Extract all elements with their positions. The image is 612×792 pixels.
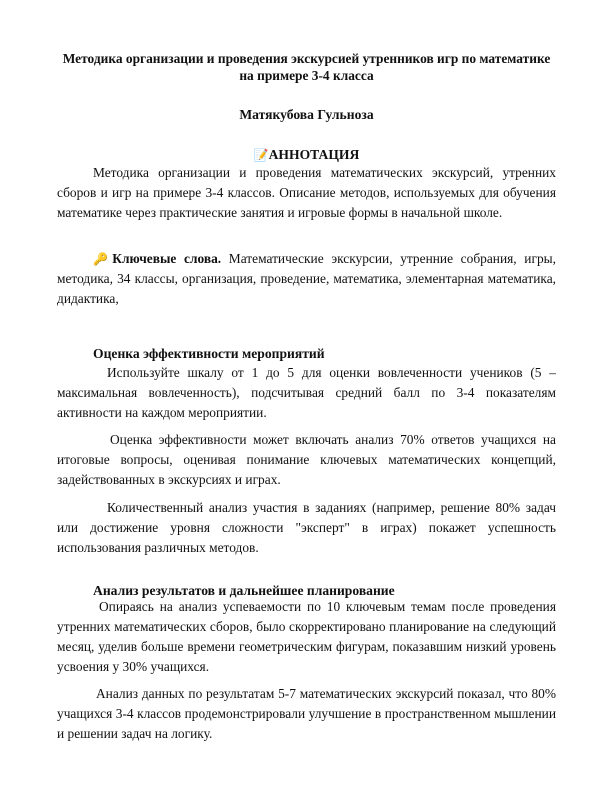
analysis-paragraph-1: Опираясь на анализ успеваемости по 10 ключевым темам после проведения утренних математических сборов, было скорректировано планирование на следующий месяц, уделив больше времени геометрическим фигурам, показавшим низкий уровень усвоения у 30% учащихся. <box>57 599 556 674</box>
keywords-paragraph <box>57 249 556 309</box>
annotation-heading-text: АННОТАЦИЯ <box>268 147 360 162</box>
keywords-label: Ключевые слова. <box>112 251 222 266</box>
evaluation-paragraph-3: Количественный анализ участия в заданиях (например, решение 80% задач или достижение уровня сложности "эксперт" в играх) покажет успешность использования различных методов. <box>57 500 556 555</box>
key-icon: 🔑 <box>93 252 113 266</box>
memo-icon: 📝 <box>253 148 269 162</box>
section-heading-analysis: Анализ результатов и дальнейшее планирование <box>93 583 395 598</box>
document-title: Методика организации и проведения экскурсией утренников игр по математике на примере 3-4 класса <box>62 51 551 83</box>
annotation-paragraph: Методика организации и проведения математических экскурсий, утренних сборов и игр на примере 3-4 классов. Описание методов, используемых для обучения математике через практические занятия и игровые формы в начальной школе. <box>57 165 556 220</box>
evaluation-paragraph-2: Оценка эффективности может включать анализ 70% ответов учащихся на итоговые вопросы, оценивая понимание ключевых математических концепций, задействованных в экскурсиях и играх. <box>57 432 556 487</box>
analysis-paragraph-2: Анализ данных по результатам 5-7 математических экскурсий показал, что 80% учащихся 3-4 классов продемонстрировали улучшение в пространственном мышлении и решении задач на логику. <box>57 686 556 741</box>
author-name: Матякубова Гульноза <box>239 107 374 122</box>
annotation-heading <box>57 146 556 164</box>
keywords-text: Математические экскурсии, утренние собрания, игры, методика, 34 классы, организация, проведение, математика, элементарная математика, дидактика, <box>57 251 556 306</box>
section-heading-evaluation: Оценка эффективности мероприятий <box>93 346 325 361</box>
evaluation-paragraph-1: Используйте шкалу от 1 до 5 для оценки вовлеченности учеников (5 – максимальная вовлеченность), подсчитывая средний балл по 3-4 показателям активности на каждом мероприятии. <box>57 365 556 420</box>
